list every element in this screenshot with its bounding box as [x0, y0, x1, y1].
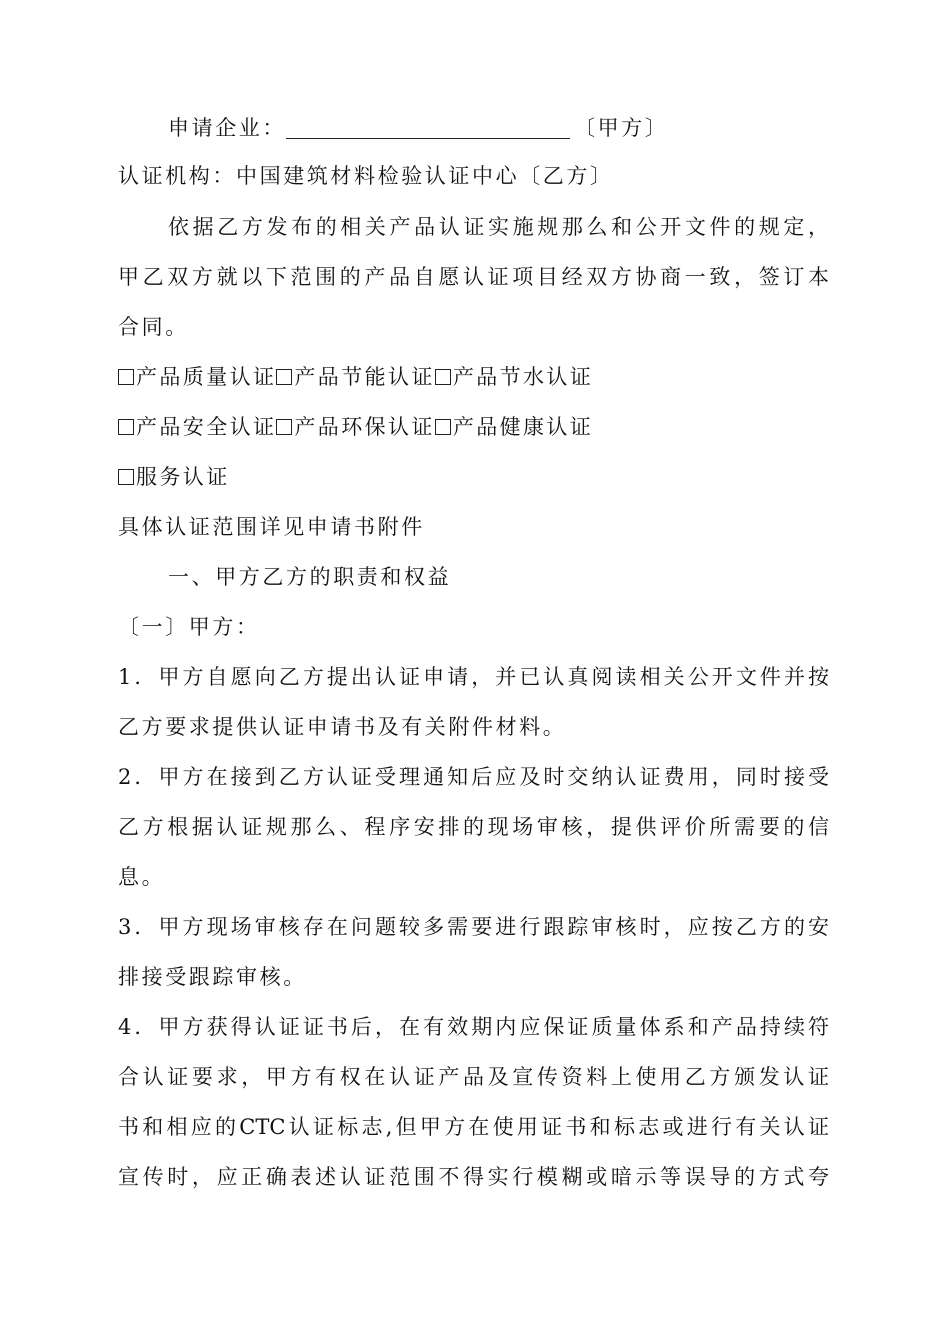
checkbox-safety[interactable] [118, 419, 134, 435]
option-label: 服务认证 [136, 465, 230, 489]
scope-note: 具体认证范围详见申请书附件 [118, 515, 425, 539]
options-row-1 [118, 363, 593, 391]
option-label: 产品环保认证 [294, 415, 435, 439]
checkbox-health[interactable] [435, 419, 451, 435]
applicant-label: 申请企业： [168, 116, 286, 140]
option-label: 产品安全认证 [136, 415, 277, 439]
section-1-title: 一、甲方乙方的职责和权益 [168, 565, 452, 589]
item-4-line-1: 4．甲方获得认证证书后，在有效期内应保证质量体系和产品持续符 [118, 1015, 829, 1039]
options-row-3 [118, 463, 230, 491]
item-2-line-2: 乙方根据认证规那么、程序安排的现场审核，提供评价所需要的信 [118, 815, 829, 839]
applicant-line [168, 114, 668, 142]
item-3-line-1: 3．甲方现场审核存在问题较多需要进行跟踪审核时，应按乙方的安 [118, 915, 829, 939]
checkbox-service[interactable] [118, 469, 134, 485]
item-4-line-4: 宣传时，应正确表述认证范围不得实行模糊或暗示等误导的方式夸 [118, 1165, 829, 1189]
checkbox-quality[interactable] [118, 369, 134, 385]
intro-line-1: 依据乙方发布的相关产品认证实施规那么和公开文件的规定， [168, 215, 829, 239]
option-label: 产品质量认证 [136, 365, 277, 389]
item-2-line-1: 2．甲方在接到乙方认证受理通知后应及时交纳认证费用，同时接受 [118, 765, 829, 789]
option-label: 产品节水认证 [452, 365, 594, 389]
intro-line-3: 合同。 [118, 315, 189, 339]
item-1-line-2: 乙方要求提供认证申请书及有关附件材料。 [118, 715, 567, 739]
intro-line-2: 甲乙双方就以下范围的产品自愿认证项目经双方协商一致，签订本 [118, 265, 829, 289]
option-label: 产品节能认证 [294, 365, 435, 389]
item-4-line-2: 合认证要求，甲方有权在认证产品及宣传资料上使用乙方颁发认证 [118, 1065, 829, 1089]
item-1-line-1: 1．甲方自愿向乙方提出认证申请，并已认真阅读相关公开文件并按 [118, 665, 829, 689]
options-row-2 [118, 413, 593, 441]
checkbox-water[interactable] [435, 369, 451, 385]
applicant-blank[interactable] [286, 116, 570, 139]
item-4-line-3: 书和相应的CTC认证标志,但甲方在使用证书和标志或进行有关认证 [118, 1115, 829, 1139]
option-label: 产品健康认证 [452, 415, 594, 439]
applicant-suffix: 〔甲方〕 [574, 116, 669, 140]
checkbox-energy[interactable] [276, 369, 292, 385]
item-3-line-2: 排接受跟踪审核。 [118, 965, 307, 989]
subsection-1-title: 〔一〕甲方： [118, 615, 260, 639]
checkbox-environment[interactable] [276, 419, 292, 435]
certifier-line: 认证机构：中国建筑材料检验认证中心〔乙方〕 [118, 164, 614, 188]
item-2-line-3: 息。 [118, 865, 166, 889]
